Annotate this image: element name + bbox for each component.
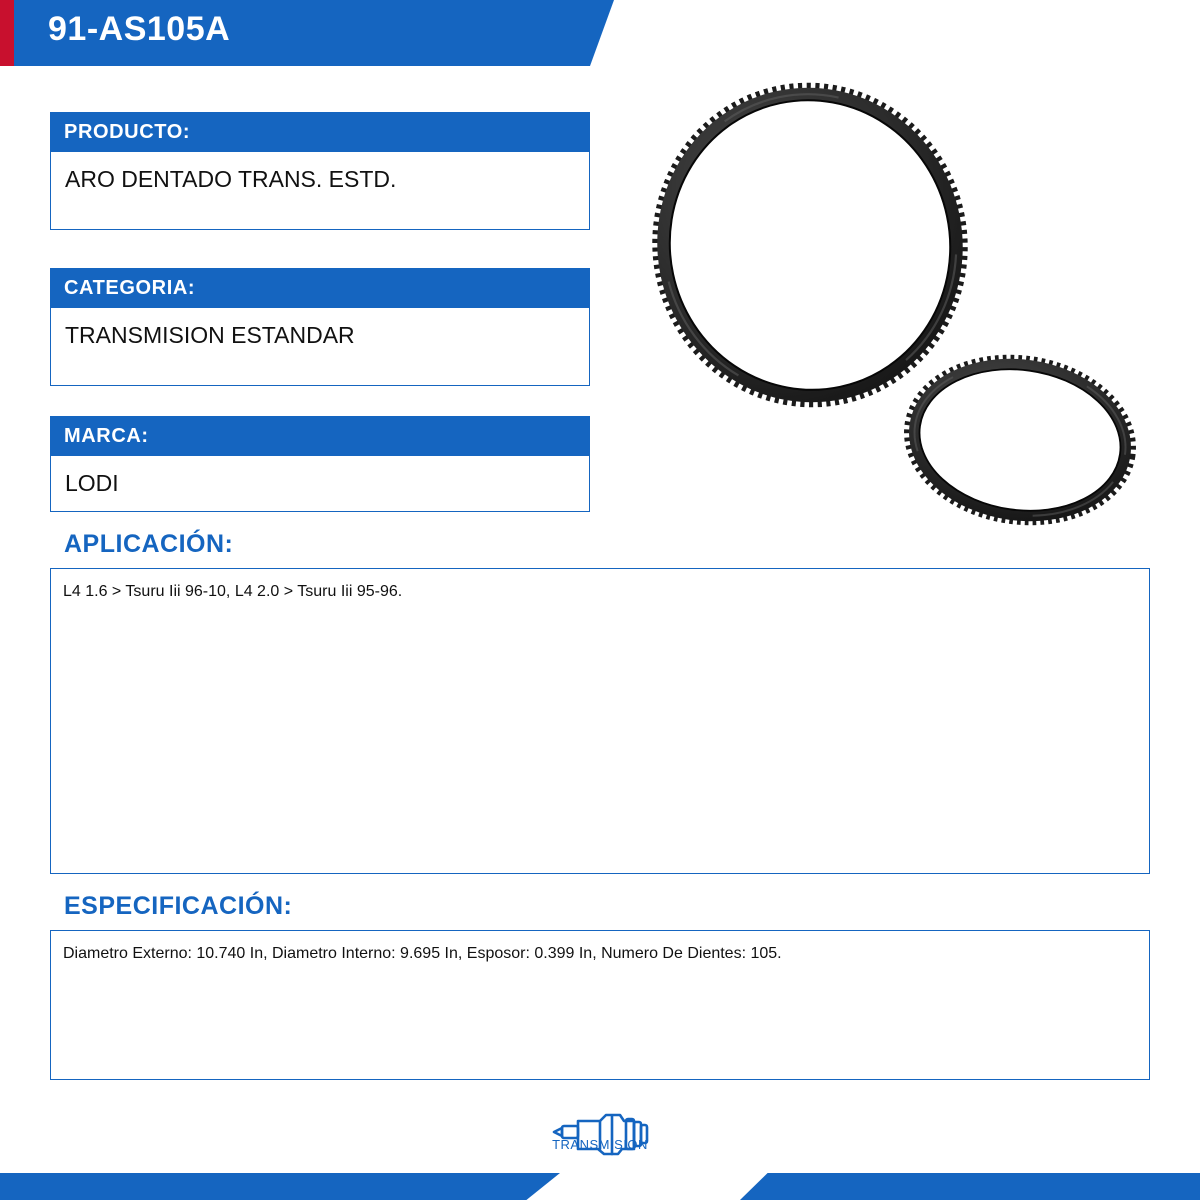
- footer-bar-right: [740, 1173, 1200, 1200]
- especificacion-text: Diametro Externo: 10.740 In, Diametro Interno: 9.695 In, Esposor: 0.399 In, Numero De Dientes: 105.: [63, 945, 782, 962]
- page-footer: [0, 1155, 1200, 1200]
- field-categoria-value: TRANSMISION ESTANDAR: [50, 308, 590, 386]
- especificacion-box: [50, 930, 1150, 1080]
- footer-bar-left: [0, 1173, 560, 1200]
- field-marca-label: MARCA:: [50, 416, 590, 456]
- field-categoria: [50, 268, 590, 386]
- field-producto-value: ARO DENTADO TRANS. ESTD.: [50, 152, 590, 230]
- field-marca: [50, 416, 590, 512]
- ring-gear-product-photo: [630, 70, 1170, 540]
- part-number-title: 91-AS105A: [48, 10, 231, 48]
- field-producto-label: PRODUCTO:: [50, 112, 590, 152]
- field-categoria-label: CATEGORIA:: [50, 268, 590, 308]
- aplicacion-heading: APLICACIÓN:: [64, 530, 234, 558]
- field-marca-value: LODI: [50, 456, 590, 512]
- aplicacion-text: L4 1.6 > Tsuru Iii 96-10, L4 2.0 > Tsuru Iii 95-96.: [63, 583, 403, 600]
- field-producto: [50, 112, 590, 230]
- page-header: [0, 0, 1200, 72]
- aplicacion-box: [50, 568, 1150, 874]
- especificacion-heading: ESPECIFICACIÓN:: [64, 892, 293, 920]
- footer-label: TRANSMISION: [552, 1137, 648, 1152]
